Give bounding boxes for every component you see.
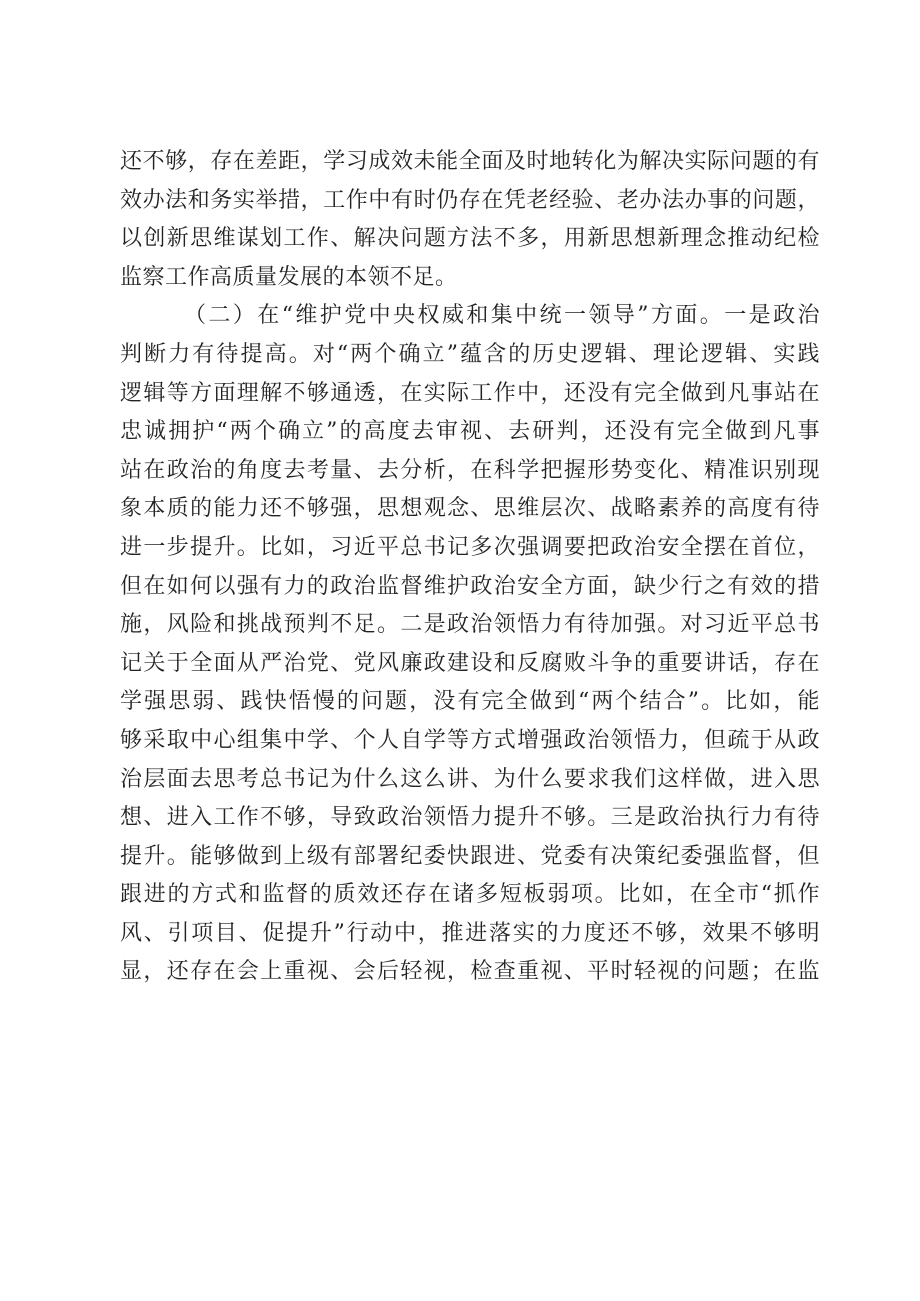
paragraph-2-line: 治层面去思考总书记为什么这么讲、为什么要求我们这样做，进入思 bbox=[120, 766, 820, 792]
paragraph-2-line: 但在如何以强有力的政治监督维护政治安全方面，缺少行之有效的措 bbox=[120, 573, 820, 599]
paragraph-1-line: 还不够，存在差距，学习成效未能全面及时地转化为解决实际问题的有 bbox=[120, 149, 820, 174]
paragraph-2-line: 忠诚拥护“两个确立”的高度去审视、去研判，还没有完全做到凡事 bbox=[120, 419, 820, 445]
paragraph-2-line: 学强思弱、践快悟慢的问题，没有完全做到“两个结合”。比如，能 bbox=[120, 689, 820, 715]
paragraph-2 bbox=[120, 297, 820, 992]
paragraph-2-line: 象本质的能力还不够强，思想观念、思维层次、战略素养的高度有待 bbox=[120, 496, 820, 522]
paragraph-2-line: 显，还存在会上重视、会后轻视，检查重视、平时轻视的问题；在监 bbox=[120, 959, 820, 985]
paragraph-1-line: 效办法和务实举措，工作中有时仍存在凭老经验、老办法办事的问题， bbox=[120, 187, 820, 213]
paragraph-2-line: 判断力有待提高。对“两个确立”蕴含的历史逻辑、理论逻辑、实践 bbox=[120, 341, 820, 367]
paragraph-2-line: 提升。能够做到上级有部署纪委快跟进、党委有决策纪委强监督，但 bbox=[120, 843, 820, 869]
paragraph-2-line: 逻辑等方面理解不够通透，在实际工作中，还没有完全做到凡事站在 bbox=[120, 380, 820, 406]
paragraph-2-line: 跟进的方式和监督的质效还存在诸多短板弱项。比如，在全市“抓作 bbox=[120, 882, 820, 908]
paragraph-2-line: 施，风险和挑战预判不足。二是政治领悟力有待加强。对习近平总书 bbox=[120, 612, 820, 638]
paragraph-1 bbox=[120, 143, 820, 297]
paragraph-2-line: （二）在“维护党中央权威和集中统一领导”方面。一是政治 bbox=[184, 303, 820, 329]
paragraph-2-line: 想、进入工作不够，导致政治领悟力提升不够。三是政治执行力有待 bbox=[120, 805, 820, 831]
paragraph-2-line: 站在政治的角度去考量、去分析，在科学把握形势变化、精准识别现 bbox=[120, 457, 820, 483]
paragraph-1-line: 监察工作高质量发展的本领不足。 bbox=[120, 264, 458, 290]
paragraph-1-line: 以创新思维谋划工作、解决问题方法不多，用新思想新理念推动纪检 bbox=[120, 226, 820, 252]
paragraph-2-line: 进一步提升。比如，习近平总书记多次强调要把政治安全摆在首位， bbox=[120, 534, 820, 560]
paragraph-2-line: 够采取中心组集中学、个人自学等方式增强政治领悟力，但疏于从政 bbox=[120, 727, 820, 753]
paragraph-2-line: 风、引项目、促提升”行动中，推进落实的力度还不够，效果不够明 bbox=[120, 920, 820, 946]
paragraph-2-line: 记关于全面从严治党、党风廉政建设和反腐败斗争的重要讲话，存在 bbox=[120, 650, 820, 676]
document-body bbox=[120, 143, 820, 992]
